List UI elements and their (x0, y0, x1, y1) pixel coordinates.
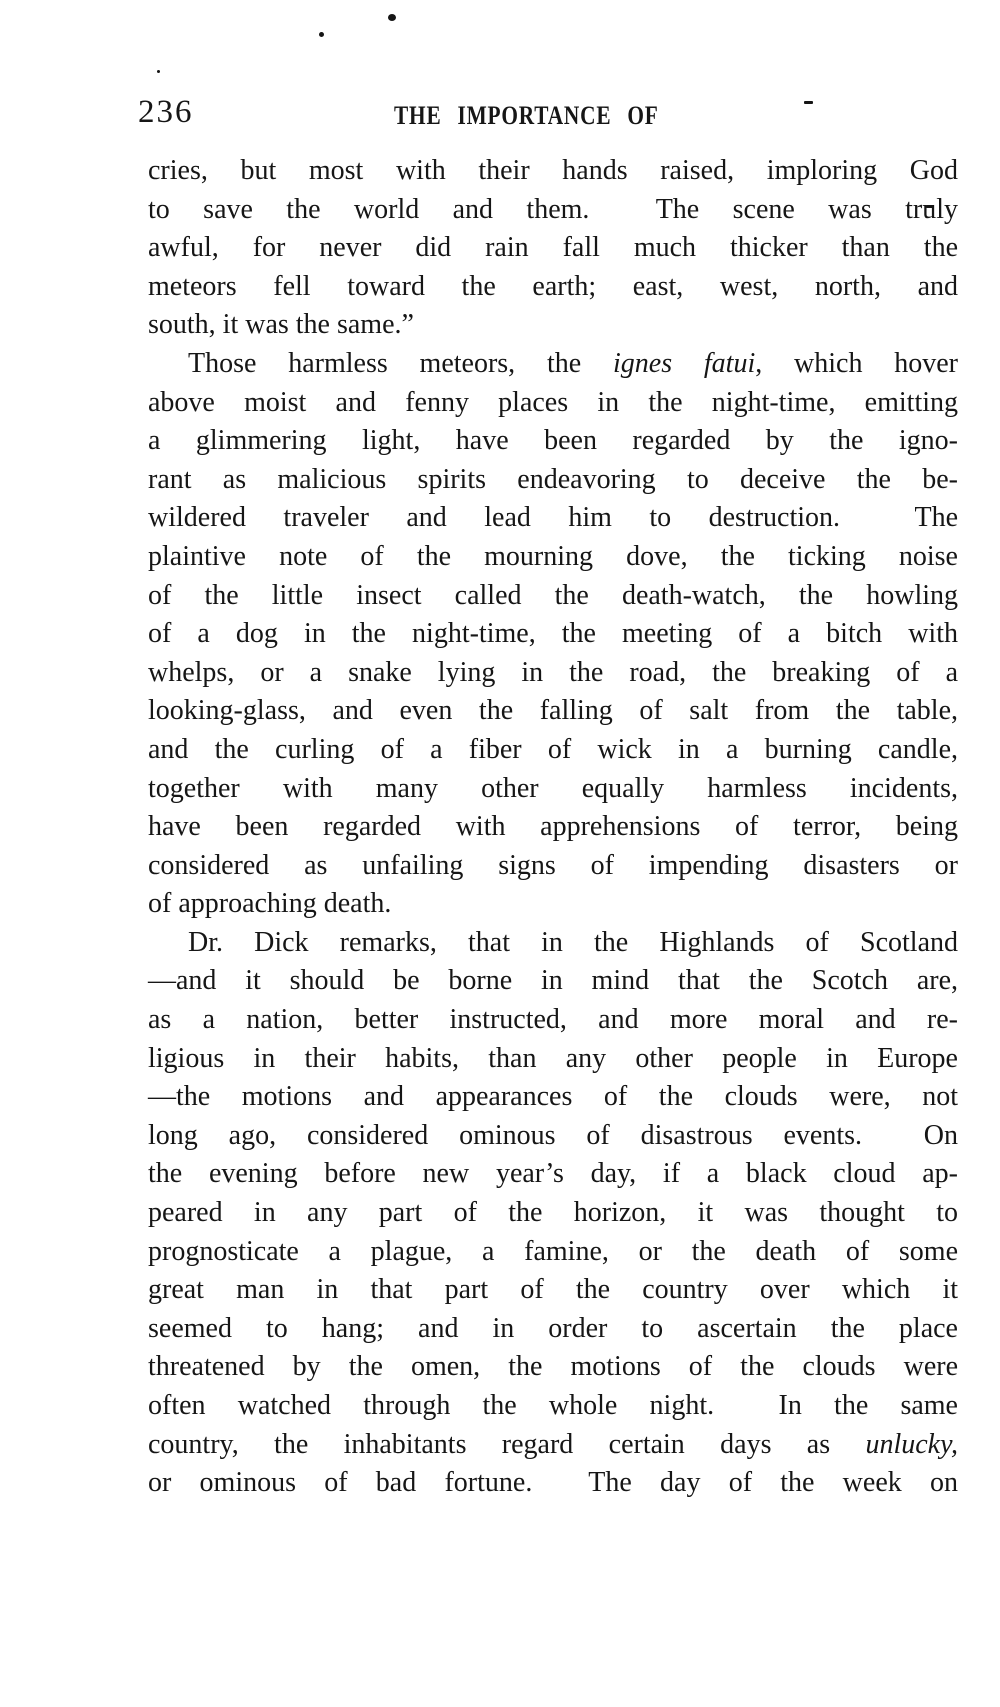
paragraph-2-line-1: Those harmless meteors, the ignes fatui, which hover (188, 347, 958, 379)
paragraph-2-line-8: of a dog in the night-time, the meeting of a bitch with (148, 618, 958, 650)
paragraph-3-line-2: —and it should be borne in mind that the Scotch are, (148, 965, 958, 997)
paragraph-3-line-1: Dr. Dick remarks, that in the Highlands of Scotland (188, 926, 958, 958)
paragraph-3-line-4: ligious in their habits, than any other people in Europe (148, 1042, 958, 1074)
ink-speck (319, 32, 324, 37)
paragraph-2-line-13: have been regarded with apprehensions of terror, being (148, 811, 958, 843)
paragraph-2-line-10: looking-glass, and even the falling of salt from the table, (148, 695, 958, 727)
paragraph-2-line-4: rant as malicious spirits endeavoring to deceive the be- (148, 463, 958, 495)
paragraph-1-line-2: to save the world and them. The scene was truly (148, 193, 958, 225)
italic-phrase: unlucky, (865, 1428, 958, 1460)
paragraph-3-line-6: long ago, considered ominous of disastrous events. On (148, 1119, 958, 1151)
paragraph-2-line-11: and the curling of a fiber of wick in a burning candle, (148, 733, 958, 765)
paragraph-2-line-12: together with many other equally harmless incidents, (148, 772, 958, 804)
ink-speck (804, 101, 813, 104)
paragraph-3-line-5: —the motions and appearances of the clouds were, not (148, 1081, 958, 1113)
paragraph-2-line-2: above moist and fenny places in the night-time, emitting (148, 386, 958, 418)
paragraph-2-line-7: of the little insect called the death-watch, the howling (148, 579, 958, 611)
paragraph-1-line-3: awful, for never did rain fall much thicker than the (148, 232, 958, 264)
paragraph-3-line-11: seemed to hang; and in order to ascertain the place (148, 1312, 958, 1344)
paragraph-3-line-3: as a nation, better instructed, and more moral and re- (148, 1004, 958, 1036)
italic-phrase: ignes fatui (612, 347, 756, 379)
page-number: 236 (138, 94, 194, 130)
paragraph-3-line-14: country, the inhabitants regard certain days as unlucky, (148, 1428, 958, 1460)
paragraph-3-line-7: the evening before new year’s day, if a black cloud ap- (148, 1158, 958, 1190)
paragraph-3-line-8: peared in any part of the horizon, it was thought to (148, 1197, 958, 1229)
paragraph-1-line-4: meteors fell toward the earth; east, west, north, and (148, 270, 958, 302)
paragraph-2-line-3: a glimmering light, have been regarded by the igno- (148, 425, 958, 457)
paragraph-3-line-15: or ominous of bad fortune. The day of the week on (148, 1467, 958, 1499)
ink-speck (157, 70, 160, 73)
paragraph-2-line-15: of approaching death. (148, 888, 392, 920)
paragraph-3-line-12: threatened by the omen, the motions of the clouds were (148, 1351, 958, 1383)
text-block (148, 152, 958, 1503)
paragraph-3-line-13: often watched through the whole night. In the same (148, 1390, 958, 1421)
paragraph-2-line-14: considered as unfailing signs of impending disasters or (148, 849, 958, 881)
paragraph-2-line-5: wildered traveler and lead him to destruction. The (148, 502, 958, 534)
paragraph-1-line-1: cries, but most with their hands raised, imploring God (148, 155, 958, 186)
paragraph-3-line-9: prognosticate a plague, a famine, or the death of some (148, 1235, 958, 1267)
ink-speck (388, 14, 396, 21)
paragraph-2-line-6: plaintive note of the mourning dove, the ticking noise (148, 540, 958, 572)
running-title: THE IMPORTANCE OF (394, 101, 659, 130)
paragraph-3-line-10: great man in that part of the country over which it (148, 1274, 958, 1306)
paragraph-1-line-5: south, it was the same.” (148, 309, 414, 341)
paragraph-2-line-9: whelps, or a snake lying in the road, the breaking of a (148, 656, 958, 688)
